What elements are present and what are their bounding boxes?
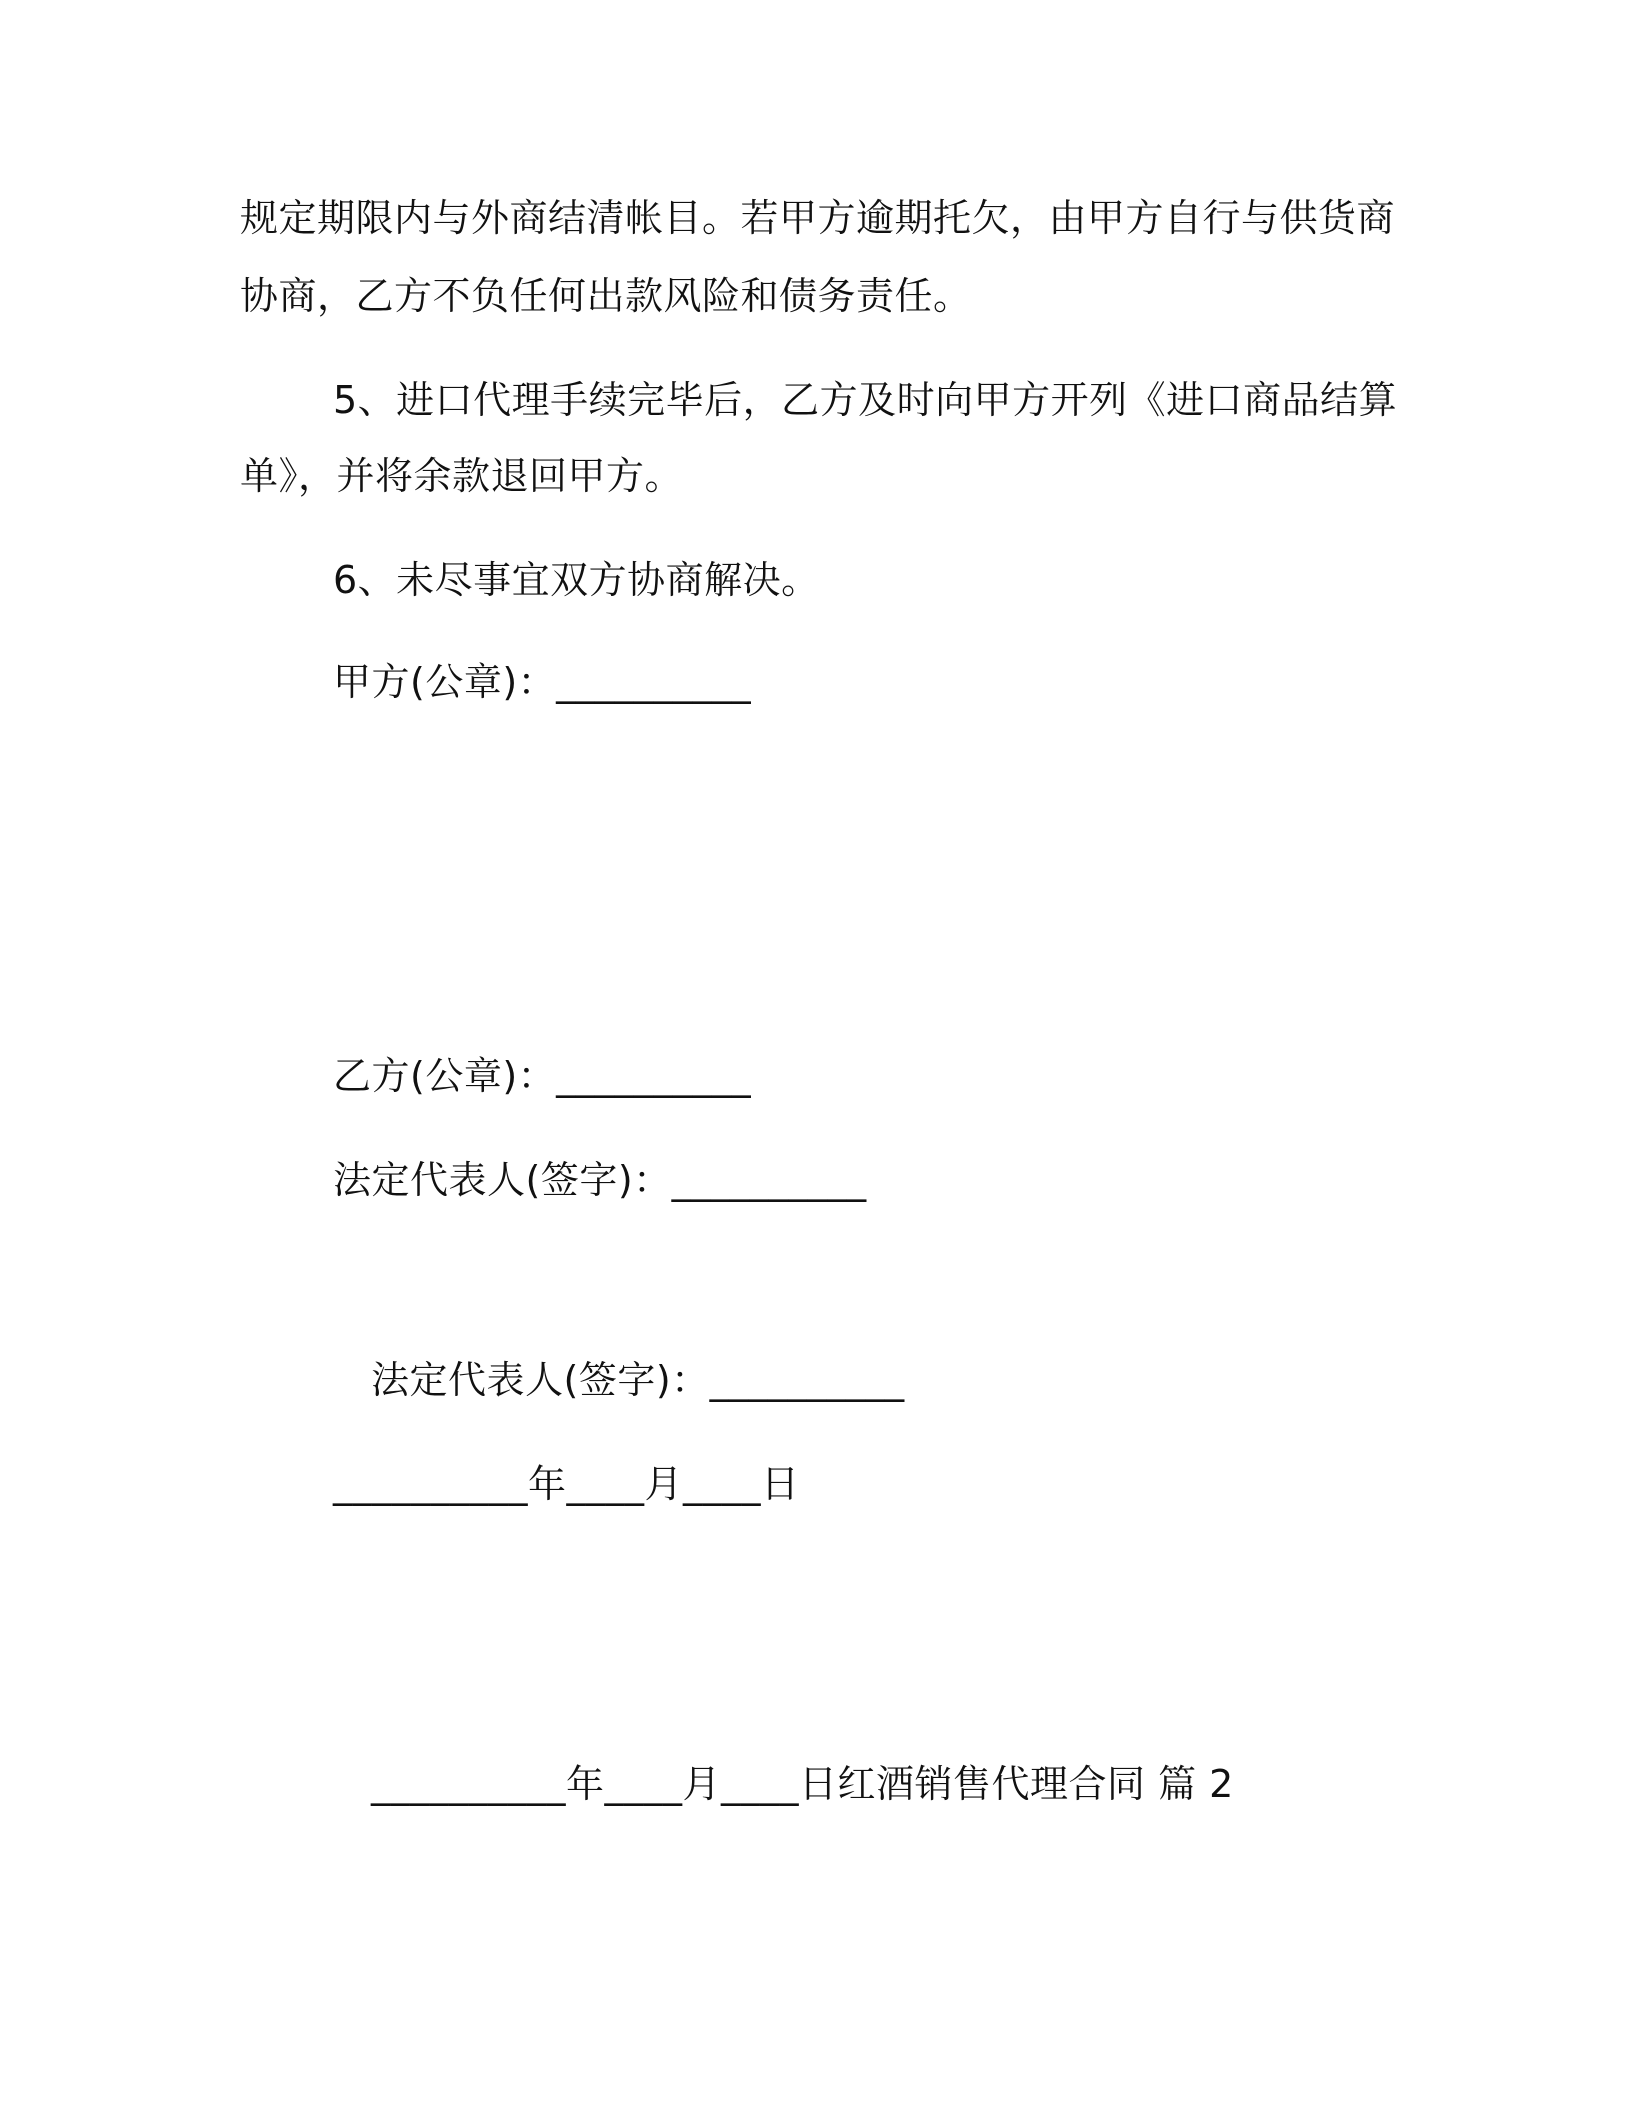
paragraph-4-line-2: 协商，乙方不负任何出款风险和债务责任。 <box>240 274 972 318</box>
paragraph-5-line-2: 单》，并将余款退回甲方。 <box>240 454 684 498</box>
next-contract-title: __________年____月____日红酒销售代理合同 篇 2 <box>371 1762 1234 1806</box>
date-line: __________年____月____日 <box>333 1462 800 1506</box>
paragraph-5-line-1: 5、进口代理手续完毕后，乙方及时向甲方开列《进口商品结算 <box>333 378 1398 422</box>
paragraph-4-line-1: 规定期限内与外商结清帐目。若甲方逾期托欠，由甲方自行与供货商 <box>240 196 1396 240</box>
legal-representative-signature-line: 法定代表人(签字)：__________ <box>333 1158 867 1202</box>
legal-representative-signature-line-2: 法定代表人(签字)：__________ <box>371 1358 905 1402</box>
party-a-seal-line: 甲方(公章)：__________ <box>333 660 752 704</box>
party-b-seal-line: 乙方(公章)：__________ <box>333 1054 752 1098</box>
paragraph-6: 6、未尽事宜双方协商解决。 <box>333 558 820 602</box>
